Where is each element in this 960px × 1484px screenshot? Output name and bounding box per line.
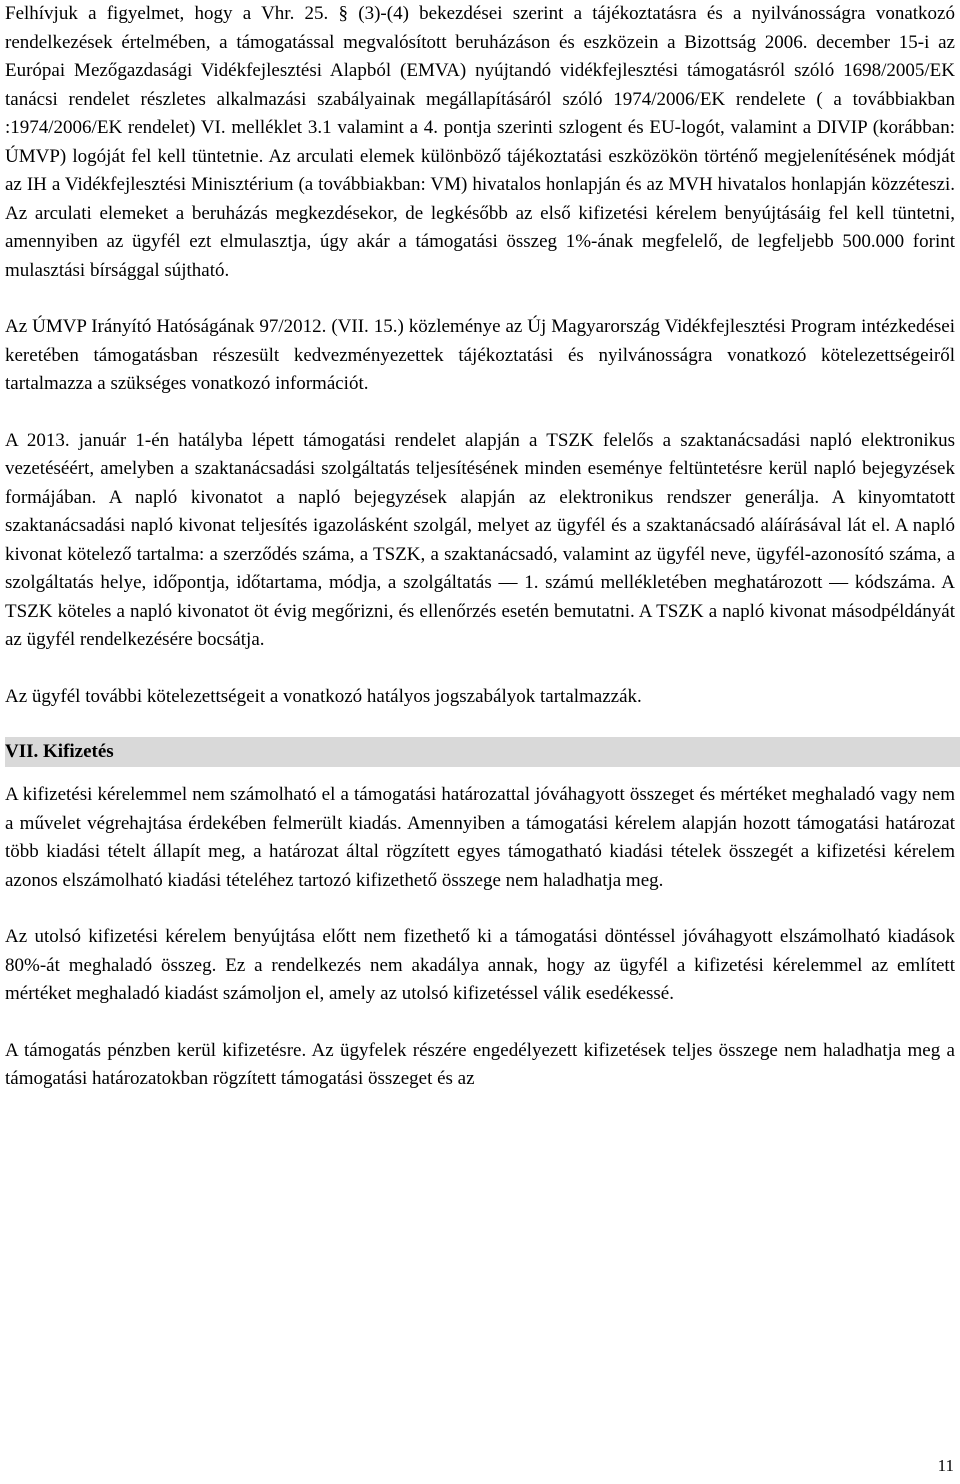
paragraph-publicity-obligations: Felhívjuk a figyelmet, hogy a Vhr. 25. § (3)-(4) bekezdései szerint a tájékoztatásra és a nyilvánosságra vonatkozó rendelkezések értelmében, a támogatással megvalósított beruházáson és eszközein a Bizottság 2006. december 15-i az Európai Mezőgazdasági Vidékfejlesztési Alapból (EMVA) nyújtandó vidékfejlesztési támogatásról szóló 1698/2005/EK tanácsi rendelet részletes alkalmazási szabályainak megállapításáról szóló 1974/2006/EK rendelete ( a továbbiakban :1974/2006/EK rendelet) VI. melléklet 3.1 valamint a 4. pontja szerinti szlogent és EU-logót, valamint a DIVIP (korábban: ÚMVP) logóját fel kell tüntetnie. Az arculati elemek különböző tájékoztatási eszközökön történő megjelenítésének módját az IH a Vidékfejlesztési Minisztérium (a továbbiakban: VM) hivatalos honlapján és az MVH hivatalos honlapján közzéteszi. Az arculati elemeket a beruházás megkezdésekor, de legkésőbb az első kifizetési kérelem benyújtásáig fel kell tüntetni, amennyiben az ügyfél ezt elmulasztja, úgy akár a támogatási összeg 1%-ának megfelelő, de legfeljebb 500.000 forint mulasztási bírsággal sújtható. <box>5 3 955 281</box>
section-title: Kifizetés <box>43 741 114 762</box>
paragraph-cash-payment: A támogatás pénzben kerül kifizetésre. Az ügyfelek részére engedélyezett kifizetések teljes összege nem haladhatja meg a támogatási határozatokban rögzített támogatási összeget és az <box>5 1039 955 1089</box>
page-number: 11 <box>937 1456 954 1475</box>
paragraph-advisory-log: A 2013. január 1-én hatályba lépett támogatási rendelet alapján a TSZK felelős a szaktanácsadási napló elektronikus vezetéséért, amelyben a szaktanácsadási szolgáltatás teljesítésének minden eseménye feltüntetésre kerül napló bejegyzések formájában. A napló kivonatot a napló bejegyzések alapján az elektronikus rendszer generálja. A kinyomtatott szaktanácsadási napló kivonat teljesítés igazolásként szolgál, melyet az ügyfél és a szaktanácsadó aláírásával lát el. A napló kivonat kötelező tartalma: a szerződés száma, a TSZK, a szaktanácsadó, valamint az ügyfél neve, ügyfél-azonosító száma, a szolgáltatás helye, időpontja, időtartama, módja, a szolgáltatás — 1. számú mellékletében meghatározott — kódszáma. A TSZK köteles a napló kivonatot öt évig megőrizni, és ellenőrzés esetén bemutatni. A TSZK a napló kivonat másodpéldányát az ügyfél rendelkezésére bocsátja. <box>5 429 955 650</box>
paragraph-final-claim: Az utolsó kifizetési kérelem benyújtása előtt nem fizethető ki a támogatási döntéssel jóváhagyott elszámolható kiadások 80%-át meghaladó összeg. Ez a rendelkezés nem akadálya annak, hogy az ügyfél a kifizetési kérelemmel az említett mértéket meghaladó kiadást számoljon el, amely az utolsó kifizetéssel válik esedékessé. <box>5 926 955 1004</box>
paragraph-further-obligations: Az ügyfél további kötelezettségeit a vonatkozó hatályos jogszabályok tartalmazzák. <box>5 685 642 707</box>
section-number: VII. <box>5 741 39 762</box>
document-page <box>5 0 955 1094</box>
paragraph-payment-claim-limits: A kifizetési kérelemmel nem számolható el a támogatási határozattal jóváhagyott összeget és mértéket meghaladó vagy nem a művelet végrehajtása érdekében felmerült kiadás. Amennyiben a támogatási kérelem alapján hozott támogatási határozat több kiadási tételt állapít meg, a határozat által rögzített egyes támogatható kiadási tételek összegét a kifizetési kérelem azonos elszámolható kiadási tételéhez tartozó kifizethető összege nem haladhatja meg. <box>5 784 955 891</box>
section-heading-payment <box>5 737 960 767</box>
paragraph-umvp-notice: Az ÚMVP Irányító Hatóságának 97/2012. (VII. 15.) közleménye az Új Magyarország Vidékfejlesztési Program intézkedései keretében támogatásban részesült kedvezményezettek tájékoztatási és nyilvánosságra vonatkozó kötelezettségeiről tartalmazza a szükséges vonatkozó információt. <box>5 316 955 394</box>
